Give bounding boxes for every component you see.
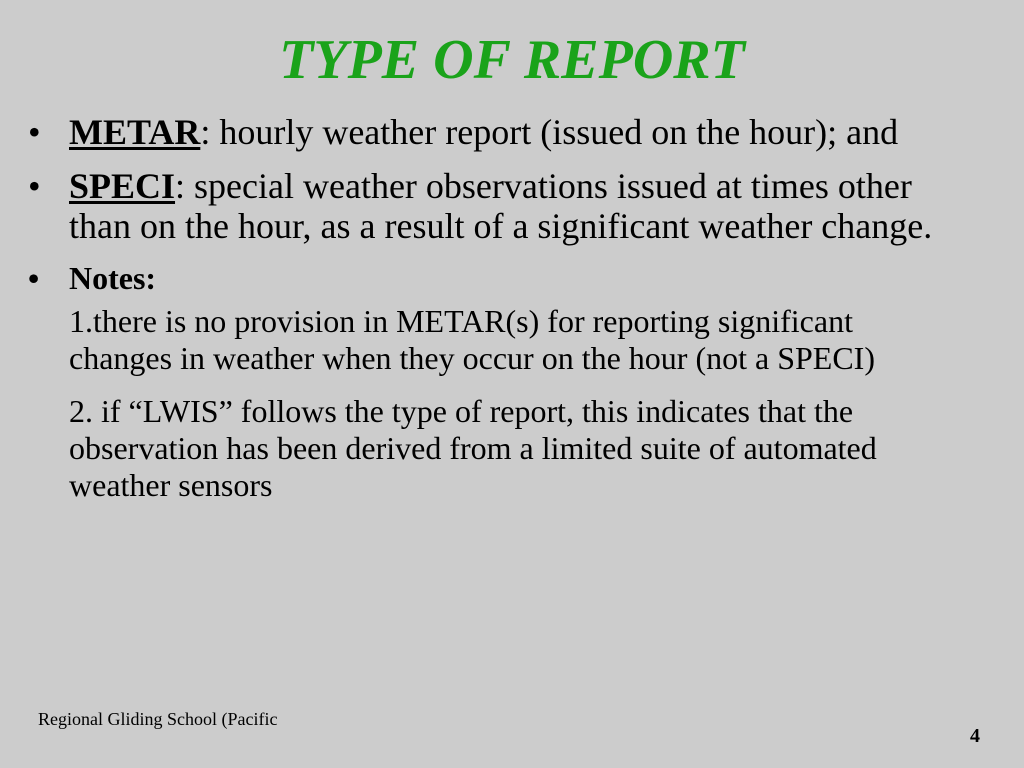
term-metar: METAR [69,112,201,152]
term-separator: : [175,165,195,206]
bullet-dot: • [28,112,41,152]
bullet-text: special weather observations issued at times other than on the hour, as a result of a significant weather change. [69,165,933,247]
footer-text: Regional Gliding School (Pacific [38,709,278,729]
term-separator: : [200,112,220,152]
page-number: 4 [970,725,980,747]
bullet-dot: • [28,165,41,206]
notes-label: Notes: [69,260,157,297]
slide-title: TYPE OF REPORT [279,29,745,91]
bullet-item-speci [28,166,958,247]
bullet-dot: • [28,260,40,297]
note-item-1: 1.there is no provision in METAR(s) for reporting significant changes in weather when they occur on the hour (not a SPECI) [69,302,875,376]
bullet-text: hourly weather report (issued on the hour); and [219,112,899,152]
term-speci: SPECI [69,165,176,206]
note-item-2: 2. if “LWIS” follows the type of report, this indicates that the observation has been derived from a limited suite of automated weather sensors [69,393,877,504]
bullet-item-notes [28,260,958,297]
bullet-list [28,112,958,520]
bullet-item-metar [28,112,958,153]
